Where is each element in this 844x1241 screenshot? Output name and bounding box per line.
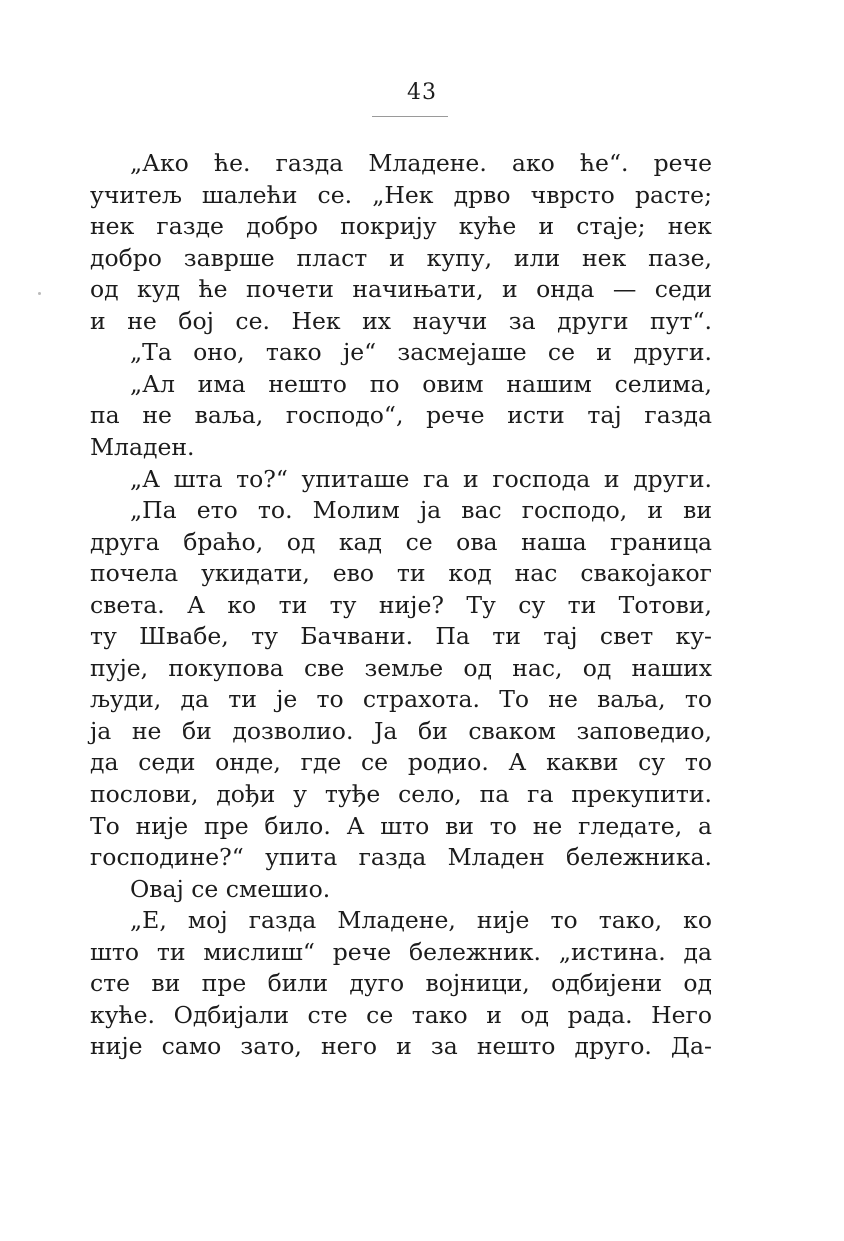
text-line: па не ваља, господо“, рече исти тај газда	[90, 401, 712, 429]
margin-speck	[38, 292, 41, 295]
text-line: ја не би дозволио. Ја би сваком заповедио,	[90, 717, 712, 745]
text-line: од куд ће почети начињати, и онда — седи	[90, 275, 712, 303]
text-line: Овај се смешио.	[130, 875, 331, 903]
text-line: што ти мислиш“ рече бележник. „истина. да	[90, 938, 712, 966]
text-line: послови, дођи у туђе село, па га прекупити.	[90, 780, 712, 808]
header-rule	[372, 116, 448, 117]
text-line: ту Швабе, ту Бачвани. Па ти тај свет ку-	[90, 622, 712, 650]
text-line: То није пре било. А што ви то не гледате, а	[90, 812, 712, 840]
text-line: и не бој се. Нек их научи за други пут“.	[90, 307, 712, 335]
text-line: пује, покупова све земље од нас, од наших	[90, 654, 712, 682]
text-line: људи, да ти је то страхота. То не ваља, то	[90, 685, 712, 713]
text-line: друга браћо, од кад се ова наша граница	[90, 528, 712, 556]
text-line: „Ал има нешто по овим нашим селима,	[130, 370, 712, 398]
text-line: „Ако ће. газда Младене. ако ће“. рече	[130, 149, 712, 177]
text-line: да седи онде, где се родио. А какви су то	[90, 748, 712, 776]
text-line: није само зато, него и за нешто друго. Да-	[90, 1032, 712, 1060]
text-line: почела укидати, ево ти код нас свакојаког	[90, 559, 712, 587]
text-line: Младен.	[90, 433, 195, 461]
text-line: куће. Одбијали сте се тако и од рада. Него	[90, 1001, 712, 1029]
text-line: нек газде добро покрију куће и стаје; нек	[90, 212, 712, 240]
text-line: „Е, мој газда Младене, није то тако, ко	[130, 906, 712, 934]
text-line: добро заврше пласт и купу, или нек пазе,	[90, 244, 712, 272]
page-number: 43	[407, 80, 437, 105]
text-line: „Та оно, тако је“ засмејаше се и други.	[130, 338, 712, 366]
text-line: „Па ето то. Молим ја вас господо, и ви	[130, 496, 712, 524]
text-line: сте ви пре били дуго војници, одбијени од	[90, 969, 712, 997]
text-line: господине?“ упита газда Младен бележника.	[90, 843, 712, 871]
text-line: света. А ко ти ту није? Ту су ти Тотови,	[90, 591, 712, 619]
text-line: учитељ шалећи се. „Нек дрво чврсто расте;	[90, 181, 712, 209]
text-line: „А шта то?“ упиташе га и господа и други.	[130, 465, 712, 493]
